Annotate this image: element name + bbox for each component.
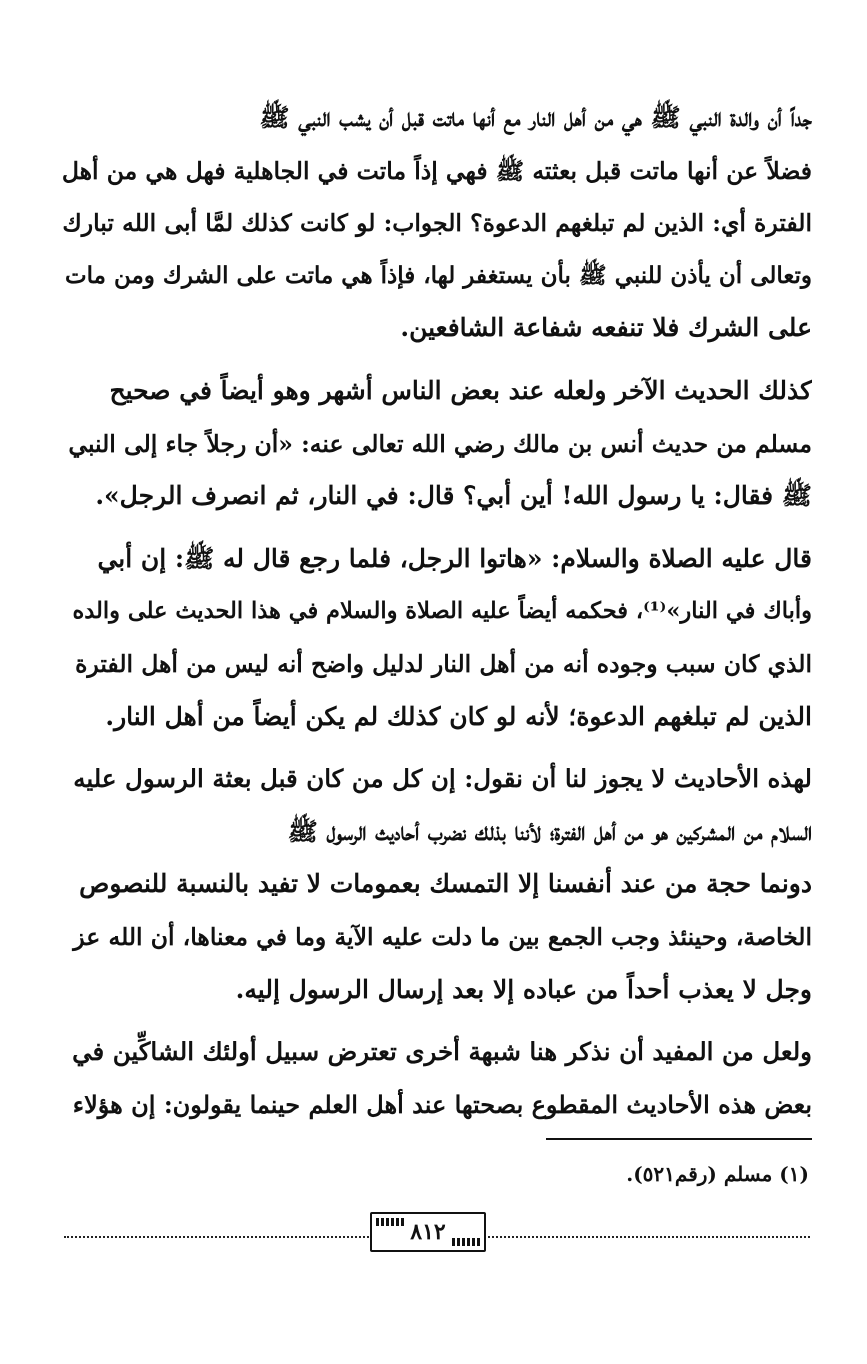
- paragraph-1: [62, 92, 812, 355]
- dotted-rule-right: [488, 1236, 810, 1238]
- dotted-rule-left: [64, 1236, 369, 1238]
- text-line: الفترة أي: الذين لم تبلغهم الدعوة؟ الجواب: لو كانت كذلك لمَّا أبى الله تبارك: [62, 209, 812, 238]
- text-line: وتعالى أن يأذن للنبي ﷺ بأن يستغفر لها، فإذاً هي ماتت على الشرك ومن مات: [64, 261, 812, 289]
- text-line: فضلاً عن أنها ماتت قبل بعثته ﷺ فهي إذاً ماتت في الجاهلية فهل هي من أهل: [62, 156, 812, 185]
- footnote: (١) مسلم (رقم٥٢١).: [626, 1162, 809, 1186]
- text-line: قال عليه الصلاة والسلام: «هاتوا الرجل، فلما رجع قال له ﷺ: إن أبي: [97, 543, 812, 573]
- text-line: كذلك الحديث الآخر ولعله عند بعض الناس أشهر وهو أيضاً في صحيح: [109, 375, 812, 405]
- text-line: ﷺ فقال: يا رسول الله! أين أبي؟ قال: في النار، ثم انصرف الرجل».: [95, 481, 812, 511]
- text-line: ولعل من المفيد أن نذكر هنا شبهة أخرى تعترض سبيل أولئك الشاكِّين في: [72, 1037, 812, 1067]
- text-line: الذين لم تبلغهم الدعوة؛ لأنه لو كان كذلك لم يكن أيضاً من أهل النار.: [105, 701, 812, 731]
- page-number-frame: [370, 1212, 486, 1252]
- paragraph-2: [62, 365, 812, 523]
- frame-ornament-icon: [452, 1238, 480, 1246]
- paragraph-5: [62, 1026, 812, 1131]
- text-line: مسلم من حديث أنس بن مالك رضي الله تعالى عنه: «أن رجلاً جاء إلى النبي: [68, 429, 812, 458]
- body-text: [62, 92, 812, 1141]
- text-line: الذي كان سبب وجوده أنه من أهل النار لدليل واضح أنه ليس من أهل الفترة: [75, 649, 812, 678]
- text-line: وجل لا يعذب أحداً من عباده إلا بعد إرسال الرسول إليه.: [235, 974, 812, 1004]
- text-line: السلام من المشركين هو من أهل الفترة؛ لأننا بذلك نضرب أحاديث الرسول ﷺ: [287, 816, 812, 846]
- text-line: الخاصة، وحينئذ وجب الجمع بين ما دلت عليه الآية وما في معناها، أن الله عز: [73, 922, 812, 951]
- footnote-separator: [546, 1138, 812, 1140]
- frame-ornament-icon: [376, 1218, 404, 1226]
- text-line: دونما حجة من عند أنفسنا إلا التمسك بعمومات لا تفيد بالنسبة للنصوص: [79, 869, 812, 899]
- text-line: وأباك في النار»⁽¹⁾، فحكمه أيضاً عليه الصلاة والسلام في هذا الحديث على والده: [72, 598, 812, 625]
- paragraph-3: [62, 533, 812, 743]
- text-line: على الشرك فلا تنفعه شفاعة الشافعين.: [400, 313, 812, 343]
- page-number: ٨١٢: [410, 1219, 446, 1245]
- text-line: بعض هذه الأحاديث المقطوع بصحتها عند أهل العلم حينما يقولون: إن هؤلاء: [72, 1089, 812, 1119]
- text-line: جداً أن والدة النبي ﷺ هي من أهل النار مع أنها ماتت قبل أن يشب النبي ﷺ: [259, 103, 812, 132]
- paragraph-4: [62, 753, 812, 1016]
- text-line: لهذه الأحاديث لا يجوز لنا أن نقول: إن كل من كان قبل بعثة الرسول عليه: [73, 764, 812, 794]
